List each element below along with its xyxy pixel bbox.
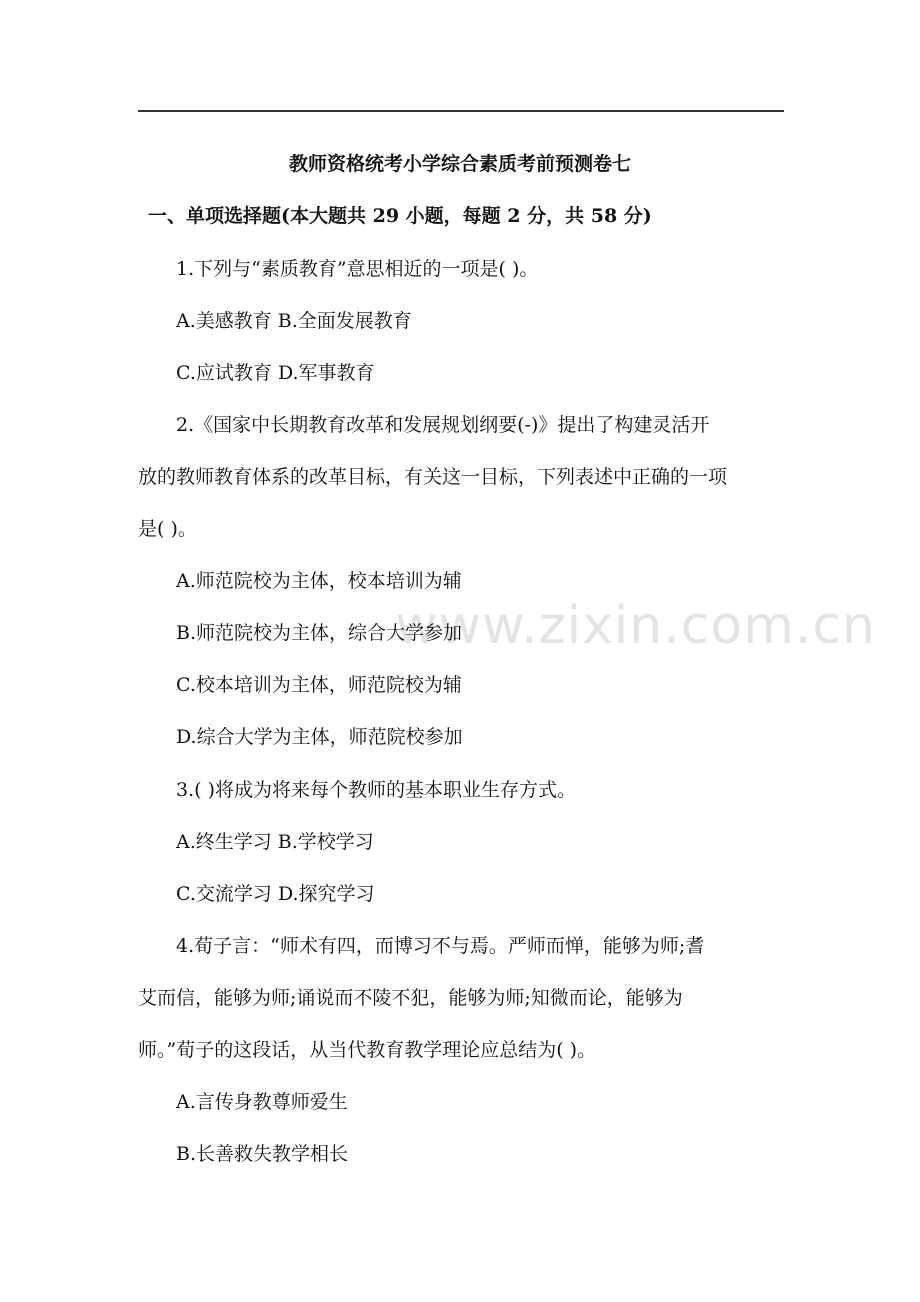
question-3-stem: 3.( )将成为将来每个教师的基本职业生存方式。 — [176, 779, 576, 801]
question-3-options-ab: A.终生学习 B.学校学习 — [176, 831, 374, 853]
question-2-stem-continued: 放的教师教育体系的改革目标，有关这一目标，下列表述中正确的一项 — [138, 466, 728, 488]
question-2-option-b: B.师范院校为主体，综合大学参加 — [176, 622, 463, 644]
question-2-stem: 2.《国家中长期教育改革和发展规划纲要(-)》提出了构建灵活开 — [176, 414, 710, 436]
question-1-options-cd: C.应试教育 D.军事教育 — [176, 362, 375, 384]
top-divider-line — [138, 110, 784, 112]
question-1-stem: 1.下列与“素质教育”意思相近的一项是( )。 — [176, 258, 539, 280]
question-4-stem: 4.荀子言：“师术有四，而博习不与焉。严师而惮，能够为师;耆 — [176, 935, 705, 957]
question-4-option-a: A.言传身教尊师爱生 — [176, 1091, 348, 1113]
question-3-options-cd: C.交流学习 D.探究学习 — [176, 883, 375, 905]
question-2-option-c: C.校本培训为主体，师范院校为辅 — [176, 674, 462, 696]
watermark: www.zixin.com.cn — [395, 596, 876, 656]
question-1-options-ab: A.美感教育 B.全面发展教育 — [176, 310, 412, 332]
document-title: 教师资格统考小学综合素质考前预测卷七 — [288, 153, 631, 175]
question-4-stem-end: 师。”荀子的这段话，从当代教育教学理论应总结为( )。 — [138, 1039, 597, 1061]
question-4-option-b: B.长善救失教学相长 — [176, 1143, 349, 1165]
section-heading: 一、单项选择题(本大题共 29 小题，每题 2 分，共 58 分) — [148, 205, 652, 227]
question-2-option-a: A.师范院校为主体，校本培训为辅 — [176, 570, 462, 592]
question-2-option-d: D.综合大学为主体，师范院校参加 — [176, 726, 463, 748]
question-2-stem-end: 是( )。 — [138, 518, 197, 540]
question-4-stem-continued: 艾而信，能够为师;诵说而不陵不犯，能够为师;知微而论，能够为 — [138, 987, 683, 1009]
